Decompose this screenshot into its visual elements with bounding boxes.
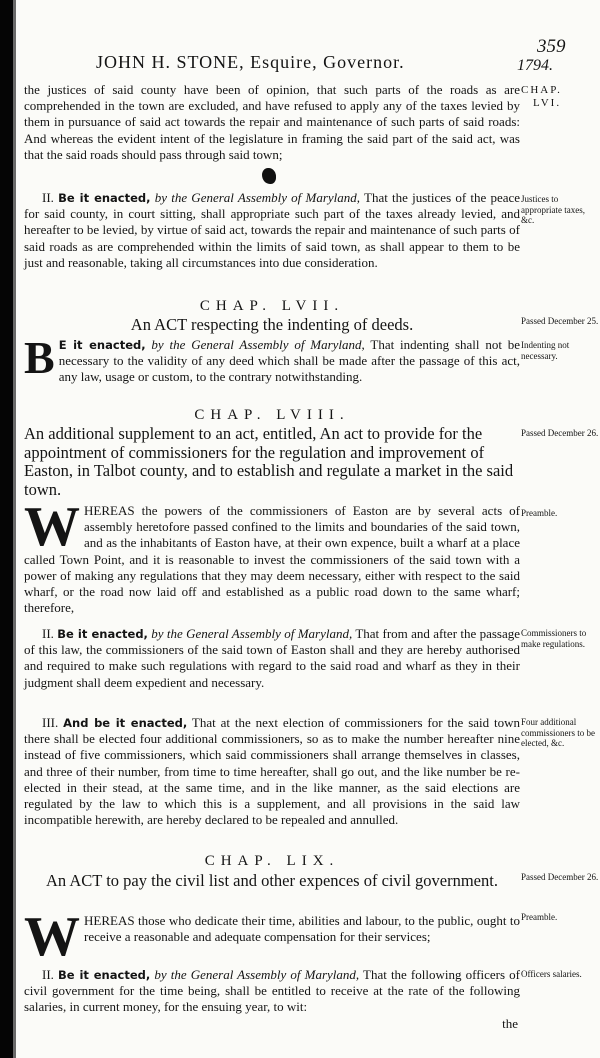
- section-text: That the justices of the peace for said county, in court sitting, shall appropriate such part of the taxes already levied, and hereafter to be levied, by virtue of said act, towards the repair and maintenance of such parts of said roads as are comprehended within the limits of said town, as shall appear to them to be just and reasonable, taking all circumstances into due consideration.: [24, 190, 521, 270]
- chap-lvi-margin-number: LVI.: [533, 97, 562, 109]
- section-number: II.: [42, 190, 54, 205]
- enacting-authority: by the General Assembly of Maryland,: [151, 337, 365, 352]
- drop-cap: W: [24, 496, 80, 558]
- enacting-words: Be it enacted,: [58, 191, 151, 205]
- binding-edge: [13, 0, 16, 1058]
- preamble-text: the powers of the commissioners of Easton are by several acts of assembly heretofore passed confined to the limits and boundaries of the said town, and as the inhabitants of Easton have, at their own expence, built a wharf at a place called Town Point, and it is reasonable to invest the commissioners of the said town with a power of making any regulations that they may deem necessary, either with respect to the said wharf, or the road now laid off and established as a public road down to the same wharf; therefore,: [24, 503, 520, 616]
- catchword: the: [502, 1015, 518, 1031]
- chap-lviii-preamble: [24, 496, 520, 616]
- chap-lviii-title: An additional supplement to an act, entitled, An act to provide for the appointment of commissioners for the regulation and improvement of Easton, in Talbot county, and to establish and regulate a market in the said town.: [24, 424, 514, 499]
- section-text: That the following officers of civil government for the time being, shall be entitled to receive at the rate of the following salaries, in current money, for the ensuing year, to wit:: [24, 967, 520, 1015]
- margin-note-four-commissioners: Four additional commissioners to be elected, &c.: [521, 717, 595, 748]
- section-text: That at the next election of commissioners for the said town there shall be elected four additional commissioners, so as to make the number hereafter nine instead of five commissioners, which said commissioners shall arrange themselves in classes, and three of their number, from time to time hereafter, shall go out, and the like number be re-elected in their stead, at the same time, and in the like manner, as the said elections are regulated by the law to which this is a supplement, and all provisions in the said law incompatible herewith, are hereby declared to be repealed and annulled.: [24, 715, 521, 828]
- running-year: 1794.: [517, 57, 553, 74]
- enacting-authority: by the General Assembly of Maryland,: [154, 190, 361, 205]
- section-text: That from and after the passage of this law, the commissioners of the said town of Easton shall and they are hereby authorised and required to make such regulations with regard to the said road and wharf as they in their judgment shall deem expedient and necessary.: [24, 626, 521, 690]
- chap-lviii-heading: CHAP. LVIII.: [194, 407, 350, 423]
- chap-lvii-body: [24, 332, 521, 386]
- chap-lviii-section-3: [24, 715, 520, 828]
- margin-preamble: Preamble.: [521, 912, 558, 922]
- enacting-authority: by the General Assembly of Maryland,: [151, 626, 353, 641]
- chap-lix-section-2: [24, 967, 520, 1032]
- chap-lix-heading: CHAP. LIX.: [204, 853, 340, 869]
- chap-lvi-preamble: [24, 82, 520, 163]
- chap-lviii-section-2: [24, 626, 520, 691]
- page-number: 359: [537, 36, 566, 57]
- chap-lvi-margin: [521, 84, 562, 110]
- chap-lvi-section-2: [24, 190, 520, 271]
- enacting-words: And be it enacted,: [63, 716, 188, 730]
- margin-note-justices: Justices to appropriate taxes, &c.: [521, 194, 585, 225]
- chap-lvii-title: An ACT respecting the indenting of deeds.: [130, 315, 414, 334]
- chap-lix-preamble: [24, 906, 521, 968]
- enacting-authority: by the General Assembly of Maryland,: [154, 967, 360, 982]
- chap-lvii-passed: Passed December 25.: [521, 316, 599, 326]
- ink-blot: [262, 168, 276, 184]
- margin-note-commissioners: Commissioners to make regulations.: [521, 628, 587, 649]
- enacting-words: Be it enacted,: [57, 627, 148, 641]
- chap-lviii-passed: Passed December 26.: [521, 428, 599, 438]
- preamble-lead: HEREAS: [84, 503, 135, 518]
- drop-cap: B: [24, 332, 55, 383]
- running-head: JOHN H. STONE, Esquire, Governor.: [96, 52, 405, 72]
- drop-cap: W: [24, 906, 80, 968]
- enacting-words: Be it enacted,: [58, 968, 151, 982]
- section-number: II.: [42, 967, 54, 982]
- section-number: II.: [42, 626, 54, 641]
- binding-shadow: [0, 0, 13, 1058]
- margin-preamble: Preamble.: [521, 508, 558, 518]
- margin-note-officers: Officers salaries.: [521, 969, 582, 979]
- section-text: That indenting shall not be necessary to the validity of any deed which shall be made after the passage of this act, any law, usage or custom, to the contrary notwithstanding.: [58, 337, 521, 385]
- chap-lvii-heading: CHAP. LVII.: [199, 298, 345, 314]
- section-number: III.: [42, 715, 59, 730]
- chap-lix-title: An ACT to pay the civil list and other expences of civil government.: [46, 871, 498, 890]
- chap-lvi-preamble-text: the justices of said county have been of opinion, that such parts of the roads as are comprehended in the town are excluded, and have refused to apply any of the taxes levied by them in pursuance of said act towards the repair and maintenance of such parts of said roads: And whereas the evident intent of the legislature in framing the said part of the said act, was that the said roads should pass through said town;: [24, 82, 520, 162]
- chap-lvi-margin-label: CHAP.: [521, 84, 562, 96]
- margin-note-indenting: Indenting not necessary.: [521, 340, 570, 361]
- preamble-text: those who dedicate their time, abilities and labour, to the public, ought to receive a reasonable and adequate compensation for their services;: [84, 913, 521, 945]
- enacting-words: E it enacted,: [58, 338, 146, 352]
- preamble-lead: HEREAS: [84, 913, 135, 928]
- chap-lix-passed: Passed December 26.: [521, 872, 599, 882]
